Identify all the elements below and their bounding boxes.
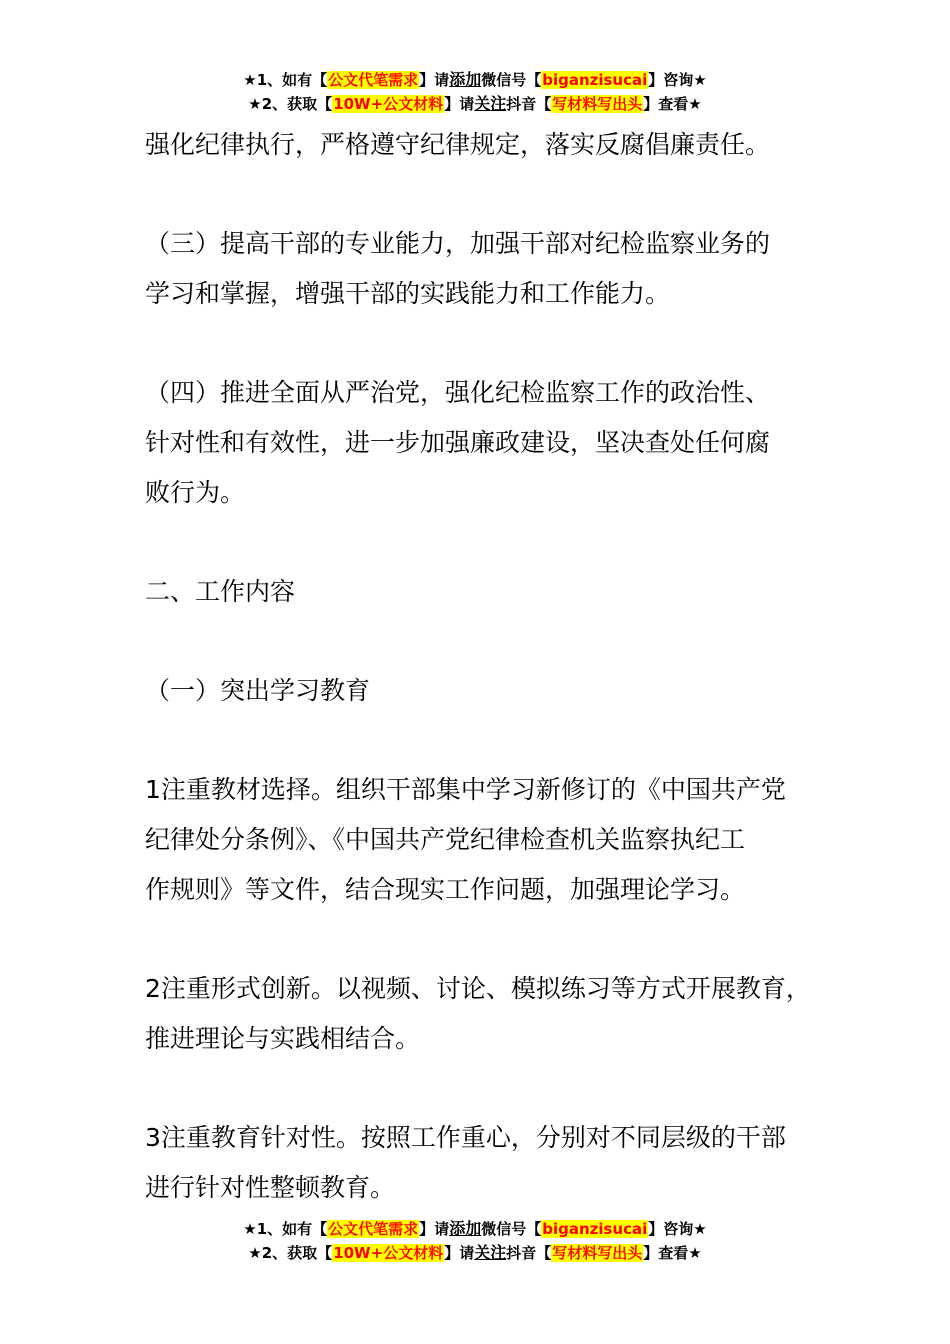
banner-text: 】查看★ xyxy=(643,1244,702,1262)
banner-text: 微信号【 xyxy=(481,71,542,89)
highlight-text: 公文代笔需求 xyxy=(328,71,419,89)
paragraph-line: 针对性和有效性，进一步加强廉政建设，坚决查处任何腐 xyxy=(145,428,771,457)
underlined-text: 关注 xyxy=(474,94,507,113)
wechat-id: biganzisucai xyxy=(542,1220,648,1238)
banner-line-1 xyxy=(0,68,950,92)
banner-line-1 xyxy=(0,1217,950,1241)
paragraph-line: 败行为。 xyxy=(145,478,246,507)
banner-text: 微信号【 xyxy=(481,1220,542,1238)
paragraph-line: 纪律处分条例》、《中国共产党纪律检查机关监察执纪工 xyxy=(145,825,746,854)
paragraph-line: 作规则》等文件，结合现实工作问题，加强理论学习。 xyxy=(145,875,746,904)
section-heading: 二、工作内容 xyxy=(145,577,296,606)
banner-text: 】请 xyxy=(444,1244,475,1262)
paragraph-line: 学习和掌握，增强干部的实践能力和工作能力。 xyxy=(145,279,671,308)
paragraph-line: （三）提高干部的专业能力，加强干部对纪检监察业务的 xyxy=(145,229,771,258)
footer-banner xyxy=(0,1217,950,1265)
banner-line-2 xyxy=(0,92,950,116)
paragraph-line: 推进理论与实践相结合。 xyxy=(145,1024,421,1053)
paragraph-line: （四）推进全面从严治党，强化纪检监察工作的政治性、 xyxy=(145,378,771,407)
paragraph-line: 1注重教材选择。组织干部集中学习新修订的《中国共产党 xyxy=(145,775,786,804)
banner-text: ★2、获取【 xyxy=(248,95,333,113)
douyin-account: 写材料写出头 xyxy=(552,1244,643,1262)
subsection-heading: （一）突出学习教育 xyxy=(145,676,371,705)
banner-text: 】请 xyxy=(419,71,450,89)
underlined-text: 关注 xyxy=(474,1243,507,1262)
underlined-text: 添加 xyxy=(449,1219,482,1238)
banner-text: ★2、获取【 xyxy=(248,1244,333,1262)
highlight-text: 公文代笔需求 xyxy=(328,1220,419,1238)
paragraph-line: 3注重教育针对性。按照工作重心，分别对不同层级的干部 xyxy=(145,1123,786,1152)
banner-text: ★1、如有【 xyxy=(243,71,328,89)
paragraph-line: 强化纪律执行，严格遵守纪律规定，落实反腐倡廉责任。 xyxy=(145,130,771,159)
header-banner xyxy=(0,68,950,116)
douyin-account: 写材料写出头 xyxy=(552,95,643,113)
wechat-id: biganzisucai xyxy=(542,71,648,89)
paragraph-line: 2注重形式创新。以视频、讨论、模拟练习等方式开展教育， xyxy=(145,974,811,1003)
banner-text: 】请 xyxy=(444,95,475,113)
highlight-text: 10W+公文材料 xyxy=(333,95,444,113)
banner-text: 抖音【 xyxy=(506,95,552,113)
banner-text: ★1、如有【 xyxy=(243,1220,328,1238)
banner-text: 】查看★ xyxy=(643,95,702,113)
banner-text: 】咨询★ xyxy=(648,1220,707,1238)
underlined-text: 添加 xyxy=(449,70,482,89)
highlight-text: 10W+公文材料 xyxy=(333,1244,444,1262)
banner-text: 抖音【 xyxy=(506,1244,552,1262)
banner-text: 】咨询★ xyxy=(648,71,707,89)
paragraph-line: 进行针对性整顿教育。 xyxy=(145,1173,396,1202)
banner-text: 】请 xyxy=(419,1220,450,1238)
banner-line-2 xyxy=(0,1241,950,1265)
